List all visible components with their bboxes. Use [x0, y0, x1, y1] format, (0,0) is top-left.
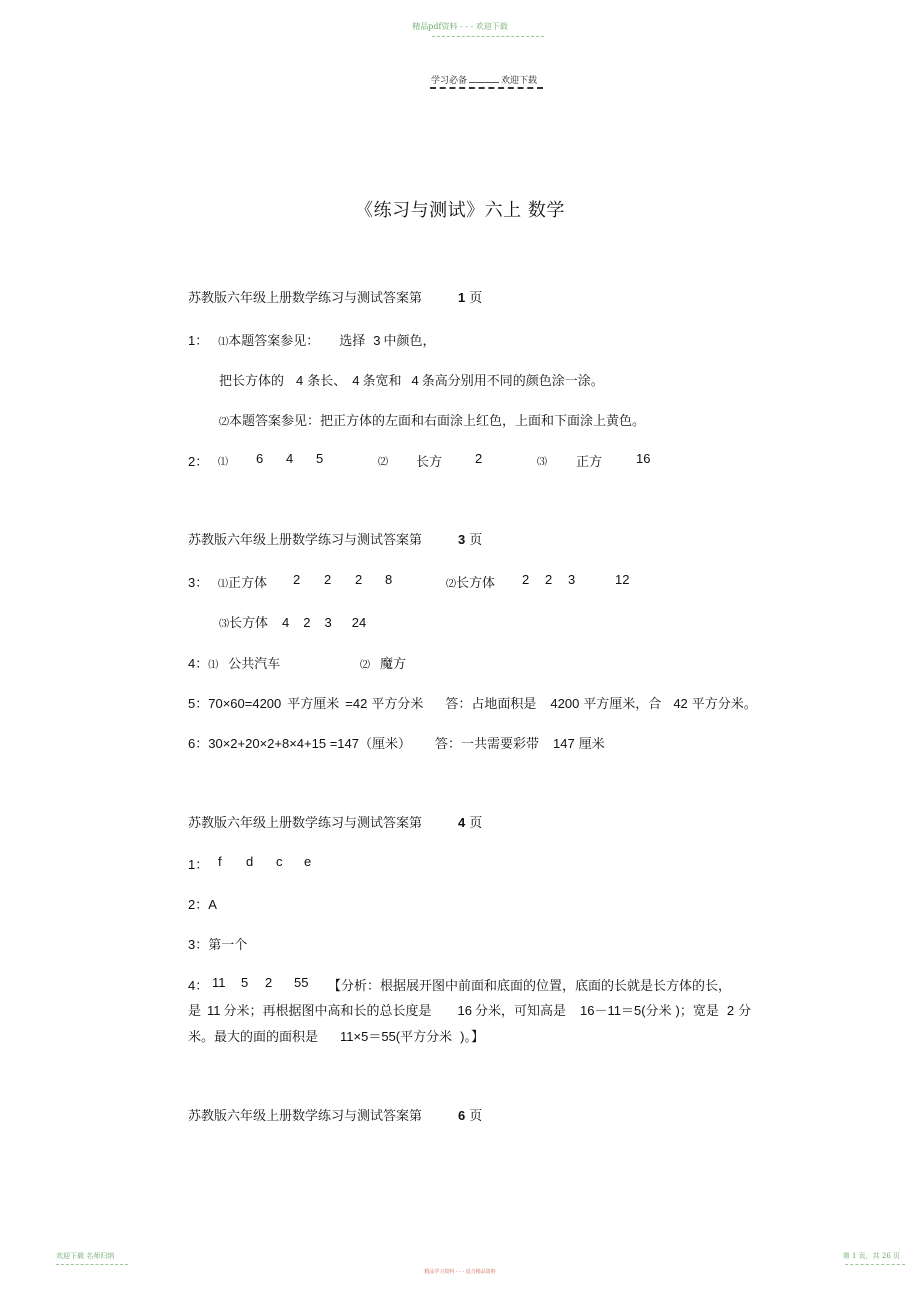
answer-number: 2: [293, 572, 301, 587]
s1-q1-c: [219, 410, 645, 429]
section-heading-p4: [188, 812, 482, 831]
top-watermark-divider: [432, 36, 544, 37]
answer-number: 4: [411, 373, 419, 388]
answer-number: 2: [265, 975, 273, 990]
s4-q3: [188, 934, 247, 953]
answer-letter: c: [276, 854, 283, 869]
answer-number: 5: [241, 975, 249, 990]
analysis-text: 分米；再根据图中高和长的总长度是: [223, 1004, 432, 1019]
answer-text: 本题答案参见：: [228, 334, 320, 349]
s3-q4: [188, 653, 407, 672]
answer-text: 条长、: [307, 374, 347, 389]
section-page-suffix: 页: [469, 1109, 483, 1124]
answer-text: 答：一共需要彩带: [435, 737, 540, 752]
section-heading-text: 苏教版六年级上册数学练习与测试答案第: [188, 816, 423, 831]
answer-text: 长方体: [456, 576, 496, 591]
s3-q3: [188, 572, 630, 591]
answer-number: 55: [294, 975, 309, 990]
q-label: 4：: [188, 656, 209, 671]
analysis-text: 平方分米: [400, 1030, 453, 1045]
analysis-text: 分米: [645, 1004, 672, 1019]
header-gap: [469, 74, 499, 83]
analysis-text: 米。最大的面的面积是: [188, 1030, 319, 1045]
answer-number: =42: [345, 696, 368, 711]
sub-mark: ⑶: [219, 619, 229, 630]
answer-text: 条高分别用不同的颜色涂一涂。: [421, 374, 604, 389]
q-label: 2：: [188, 454, 209, 469]
answer-letter: f: [218, 854, 222, 869]
analysis-text: 分米，可知高是: [475, 1004, 567, 1019]
footer-center-watermark: 精品学习资料 - - - 适合精品资料: [424, 1269, 496, 1275]
section-heading-text: 苏教版六年级上册数学练习与测试答案第: [188, 291, 423, 306]
q-label: 3：: [188, 575, 209, 590]
q4-part2: [360, 653, 406, 672]
analysis-text: 分: [738, 1004, 752, 1019]
answer-number: 147: [553, 736, 575, 751]
answer-number: 2: [726, 1003, 735, 1018]
section-page-suffix: 页: [469, 291, 483, 306]
section-heading-text: 苏教版六年级上册数学练习与测试答案第: [188, 1109, 423, 1124]
s4-q1: [188, 854, 312, 873]
sub-mark: ⑴: [218, 579, 228, 590]
s3-q3-c: [219, 612, 366, 631]
section-page-suffix: 页: [469, 816, 483, 831]
answer-number: 2: [303, 615, 311, 630]
top-watermark: 精品pdf资料 - - - 欢迎下载: [412, 22, 508, 31]
sub-mark: ⑵: [360, 660, 370, 671]
section-heading-p1: [188, 287, 482, 306]
answer-text: 选择: [339, 334, 366, 349]
answer-text: 中颜色，: [383, 334, 436, 349]
section-page-suffix: 页: [469, 533, 483, 548]
footer-left-watermark: 欢迎下载 名师归纳: [56, 1252, 115, 1260]
s4-q2: [188, 894, 217, 913]
answer-number: 11: [212, 975, 226, 990]
answer-text: 平方分米。: [691, 697, 757, 712]
sub-mark: ⑵: [446, 579, 456, 590]
answer-letter: e: [304, 854, 312, 869]
q-label: 1：: [188, 857, 209, 872]
answer-expression: 30×2+20×2+8×4+15 =147: [208, 736, 359, 751]
answer-number: 2: [324, 572, 332, 587]
answer-number: 2: [545, 572, 553, 587]
q-label: 2：: [188, 897, 209, 912]
answer-letter: d: [246, 854, 254, 869]
section-page-num: 1: [458, 290, 466, 305]
answer-number: 3: [373, 333, 381, 348]
answer-text: 魔方: [380, 657, 407, 672]
answer-number: 2: [355, 572, 363, 587]
answer-expression: 11×5＝55(: [340, 1029, 401, 1044]
answer-number: 16: [457, 1003, 472, 1018]
header-divider: [430, 87, 543, 89]
answer-number: 24: [351, 615, 367, 630]
sub-mark: ⑴: [218, 457, 228, 468]
answer-number: 12: [615, 572, 630, 587]
answer-number: 8: [385, 572, 393, 587]
s3-q6: [188, 733, 605, 752]
answer-text: 厘米: [578, 737, 605, 752]
q3-part1: [218, 572, 267, 591]
answer-text: 长方: [416, 455, 443, 470]
answer-number: 4200: [550, 696, 580, 711]
sub-mark: ⑴: [218, 337, 229, 348]
footer-page-indicator: 第 1 页，共 26 页: [842, 1252, 900, 1260]
answer-text: 正方体: [228, 576, 268, 591]
answer-expression: 70×60=4200: [208, 696, 282, 711]
answer-text: 公共汽车: [228, 657, 281, 672]
answer-expression: 16－11＝5(: [580, 1003, 646, 1018]
sub-mark: ⑵: [219, 417, 229, 428]
answer-number: 2: [475, 451, 483, 466]
header-right: 欢迎下载: [501, 76, 538, 86]
footer-left-divider: [56, 1264, 128, 1265]
section-page-num: 4: [458, 815, 466, 830]
analysis-text: 是: [188, 1004, 202, 1019]
answer-number: 3: [324, 615, 332, 630]
answer-text: 长方体: [229, 616, 269, 631]
section-heading-p3: [188, 529, 482, 548]
page-title: 《练习与测试》六上 数学: [355, 200, 565, 221]
analysis-text: 【分析：根据展开图中前面和底面的位置，底面的长就是长方体的长，: [328, 979, 732, 994]
sub-mark: ⑵: [378, 457, 388, 468]
answer-number: 4: [282, 615, 290, 630]
answer-number: 6: [256, 451, 264, 466]
q-label: 5：: [188, 696, 209, 711]
answer-letter: A: [208, 897, 217, 912]
answer-text: 平方厘米，合: [583, 697, 662, 712]
answer-text: 平方分米: [371, 697, 424, 712]
analysis-text: )；宽是: [675, 1003, 719, 1018]
section-heading-text: 苏教版六年级上册数学练习与测试答案第: [188, 533, 423, 548]
s1-q1-b: [219, 370, 604, 389]
answer-number: 42: [673, 696, 688, 711]
section-page-num: 3: [458, 532, 466, 547]
header-left: 学习必备: [431, 76, 468, 86]
answer-text: 正方: [576, 455, 603, 470]
s1-q2: [188, 451, 651, 470]
section-heading-p6: [188, 1105, 482, 1124]
answer-number: 11: [207, 1003, 221, 1018]
answer-text: 本题答案参见：把正方体的左面和右面涂上红色，上面和下面涂上黄色。: [229, 414, 646, 429]
q3-part2: [446, 572, 495, 591]
answer-number: 3: [568, 572, 576, 587]
answer-number: 4: [296, 373, 304, 388]
s3-q5: [188, 693, 757, 712]
answer-text: 把长方体的: [219, 374, 285, 389]
answer-number: 5: [316, 451, 324, 466]
section-page-num: 6: [458, 1108, 466, 1123]
answer-text: （厘米）: [358, 737, 411, 752]
page-header: [431, 73, 537, 86]
answer-text: 条宽和: [362, 374, 402, 389]
s4-q4-line2: [188, 1000, 751, 1019]
sub-mark: ⑶: [537, 457, 547, 468]
answer-text: 答：占地面积是: [445, 697, 537, 712]
q-label: 3：: [188, 937, 209, 952]
answer-number: 16: [636, 451, 651, 466]
answer-number: 4: [286, 451, 294, 466]
answer-text: 平方厘米: [287, 697, 340, 712]
s4-q4: [188, 975, 732, 994]
sub-mark: ⑴: [208, 660, 219, 671]
answer-number: 2: [522, 572, 530, 587]
answer-text: 第一个: [208, 938, 248, 953]
q-label: 4：: [188, 978, 209, 993]
q-label: 6：: [188, 736, 209, 751]
answer-number: 4: [352, 373, 360, 388]
footer-right-divider: [845, 1264, 905, 1265]
analysis-text: )。】: [460, 1029, 484, 1044]
s4-q4-line3: [188, 1026, 484, 1045]
s1-q1: [188, 330, 436, 349]
q-label: 1：: [188, 333, 209, 348]
